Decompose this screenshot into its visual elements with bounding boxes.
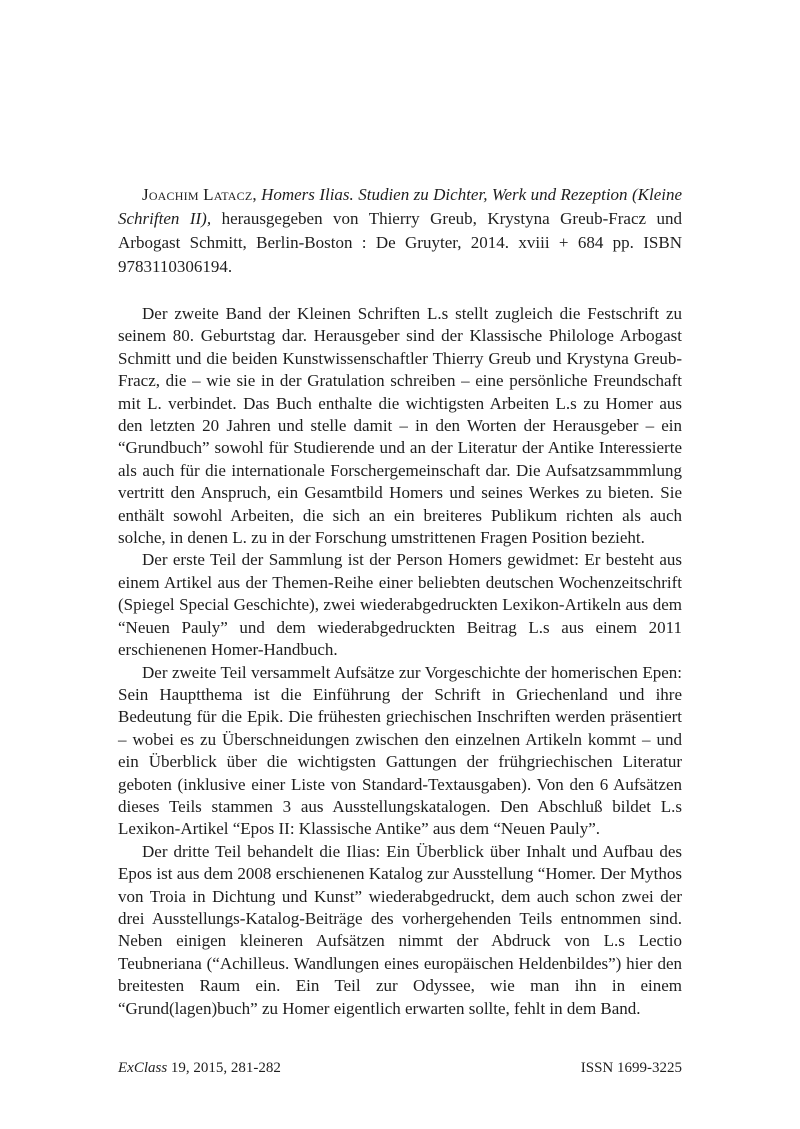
paragraph-3: Der zweite Teil versammelt Aufsätze zur Vorgeschichte der homerischen Epen: Sein Hauptthema ist die Einführung der Schrift in Griechenland und ihre Bedeutung für die Epik. Die frühesten griechischen Inschriften werden präsentiert – wobei es zu Überschneidungen zwischen den einzelnen Artikeln kommt – und ein Überblick über die wichtigsten Gattungen der frühgriechischen Literatur geboten (inklusive einer Liste von Standard-Textausgaben). Von den 6 Aufsätzen dieses Teils stammen 3 aus Ausstellungskatalogen. Den Abschluß bildet L.s Lexikon-Artikel “Epos II: Klassische Antike” aus dem “Neuen Pauly”. [118, 662, 682, 839]
publication-details: herausgegeben von Thierry Greub, Krystyna Greub-Fracz und Arbogast Schmitt, Berlin-Boston : De Gruyter, 2014. xviii + 684 pp. ISBN 9783110306194. [118, 209, 683, 276]
author-last-name: Latacz [203, 185, 253, 204]
paragraph-2: Der erste Teil der Sammlung ist der Person Homers gewidmet: Er besteht aus einem Artikel aus der Themen-Reihe einer beliebten deutschen Wochenzeitschrift (Spiegel Special Geschichte), zwei wiederabgedruckten Lexikon-Artikeln aus dem “Neuen Pauly” und dem wiederabgedruckten Beitrag L.s aus einem 2011 erschienenen Homer-Handbuch. [118, 550, 682, 660]
author-first-name: Joachim [142, 185, 199, 204]
page-footer [118, 1060, 682, 1077]
paragraph-4: Der dritte Teil behandelt die Ilias: Ein Überblick über Inhalt und Aufbau des Epos ist aus dem 2008 erschienenen Katalog zur Ausstellung “Homer. Der Mythos von Troia in Dichtung und Kunst” wiederabgedruckt, dem auch schon zwei der drei Ausstellungs-Katalog-Beiträge des vorhergehenden Teils entnommen sind. Neben einigen kleineren Aufsätzen nimmt der Abdruck von L.s Lectio Teubneriana (“Achilleus. Wandlungen eines europäischen Heldenbildes”) hier den breitesten Raum ein. Ein Teil zur Odyssee, wie man ihn in einem “Grund(lagen)buch” zu Homer eigentlich erwarten sollte, fehlt in dem Band. [118, 841, 682, 1018]
volume-pages: 19, 2015, 281-282 [167, 1060, 281, 1076]
journal-name: ExClass [118, 1060, 168, 1076]
bibliographic-reference [118, 183, 682, 279]
journal-citation [118, 1060, 281, 1077]
reference-separator: , [252, 185, 262, 204]
book-title: Homers Ilias. Studien zu Dichter, Werk und Rezeption (Kleine Schriften II), [118, 185, 683, 228]
issn: ISSN 1699-3225 [580, 1060, 682, 1076]
paragraph-1: Der zweite Band der Kleinen Schriften L.s stellt zugleich die Festschrift zu seinem 80. Geburtstag dar. Herausgeber sind der Klassische Philologe Arbogast Schmitt und die beiden Kunstwissenschaftler Thierry Greub und Krystyna Greub-Fracz, die – wie sie in der Gratulation schreiben – eine persönliche Freundschaft mit L. verbindet. Das Buch enthalte die wichtigsten Arbeiten L.s zu Homer aus den letzten 20 Jahren und stelle damit – in den Worten der Herausgeber – ein “Grundbuch” sowohl für Studierende und an der Literatur der Antike Interessierte als auch für die internationale Forschergemeinschaft dar. Die Aufsatzsammmlung vertritt den Anspruch, ein Gesamtbild Homers und seines Werkes zu bieten. Sie enthält sowohl Arbeiten, die sich an ein breiteres Publikum richten als auch solche, in denen L. zu in der Forschung umstrittenen Fragen Position bezieht. [118, 304, 682, 548]
review-page [118, 183, 682, 1020]
